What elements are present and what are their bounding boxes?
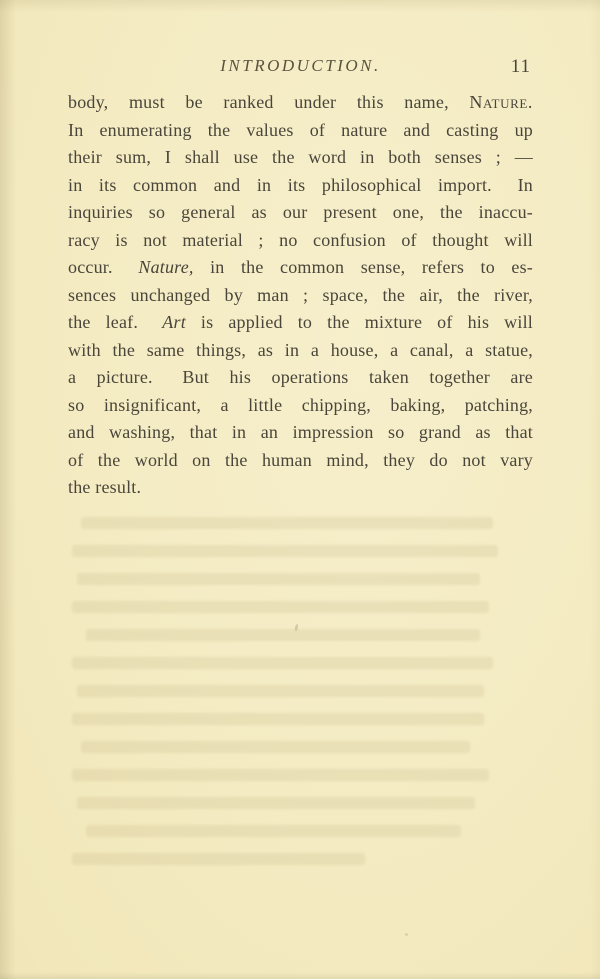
text-line xyxy=(68,172,533,200)
bleed-through-line xyxy=(77,797,475,809)
text-line xyxy=(68,474,533,502)
text-segment: and washing, that in an impression so grand as that xyxy=(68,422,533,442)
text-line xyxy=(68,419,533,447)
bleed-through-line xyxy=(72,769,489,781)
text-line xyxy=(68,309,533,337)
text-segment: body, must be ranked under this name, xyxy=(68,92,470,112)
text-segment: of the world on the human mind, they do not vary xyxy=(68,449,533,470)
text-line xyxy=(68,117,533,145)
smallcaps-word: Nature. xyxy=(469,92,533,112)
text-line xyxy=(68,337,533,365)
text-segment: sences unchanged by man ; space, the air, the river, xyxy=(68,284,533,305)
text-segment: in the common sense, refers to es- xyxy=(193,257,533,277)
bleed-through-line xyxy=(72,713,484,725)
text-segment: in its common and in its philosophical import. In xyxy=(68,174,533,195)
text-line xyxy=(68,254,533,282)
text-segment: a picture. But his operations taken together are xyxy=(68,367,533,387)
text-line xyxy=(68,199,533,227)
bleed-through xyxy=(72,517,530,881)
text-segment: the result. xyxy=(68,477,142,497)
bleed-through-line xyxy=(81,741,470,753)
page-number: 11 xyxy=(510,56,531,77)
bleed-through-line xyxy=(72,601,489,613)
paper-speck xyxy=(405,933,408,936)
text-segment: the leaf. xyxy=(68,312,163,332)
text-segment: is applied to the mixture of his will xyxy=(185,312,533,332)
bleed-through-line xyxy=(72,853,365,865)
text-line xyxy=(68,447,533,475)
italic-word: Nature, xyxy=(138,257,194,277)
bleed-through-line xyxy=(72,545,498,557)
text-segment: with the same things, as in a house, a canal, a statue, xyxy=(68,339,533,360)
text-line xyxy=(68,89,533,117)
bleed-through-line xyxy=(77,685,485,697)
text-line xyxy=(68,282,533,310)
text-segment: In enumerating the values of nature and casting up xyxy=(68,119,533,140)
bleed-through-line xyxy=(72,657,493,669)
text-segment: their sum, I shall use the word in both senses ; — xyxy=(68,147,533,167)
text-segment: occur. xyxy=(68,257,139,277)
text-segment: inquiries so general as our present one, the inaccu- xyxy=(68,202,533,222)
page-header xyxy=(68,56,533,82)
bleed-through-line xyxy=(86,825,462,837)
running-header-title: INTRODUCTION. xyxy=(220,56,381,75)
text-line xyxy=(68,227,533,255)
text-segment: racy is not material ; no confusion of thought will xyxy=(68,229,533,250)
bleed-through-line xyxy=(77,573,480,585)
text-line xyxy=(68,364,533,392)
body-text xyxy=(68,89,533,502)
bleed-through-line xyxy=(86,629,480,641)
text-line xyxy=(68,144,533,172)
italic-word: Art xyxy=(162,312,186,332)
text-line xyxy=(68,392,533,420)
text-segment: so insignificant, a little chipping, baking, patching, xyxy=(68,394,533,415)
bleed-through-line xyxy=(81,517,493,529)
